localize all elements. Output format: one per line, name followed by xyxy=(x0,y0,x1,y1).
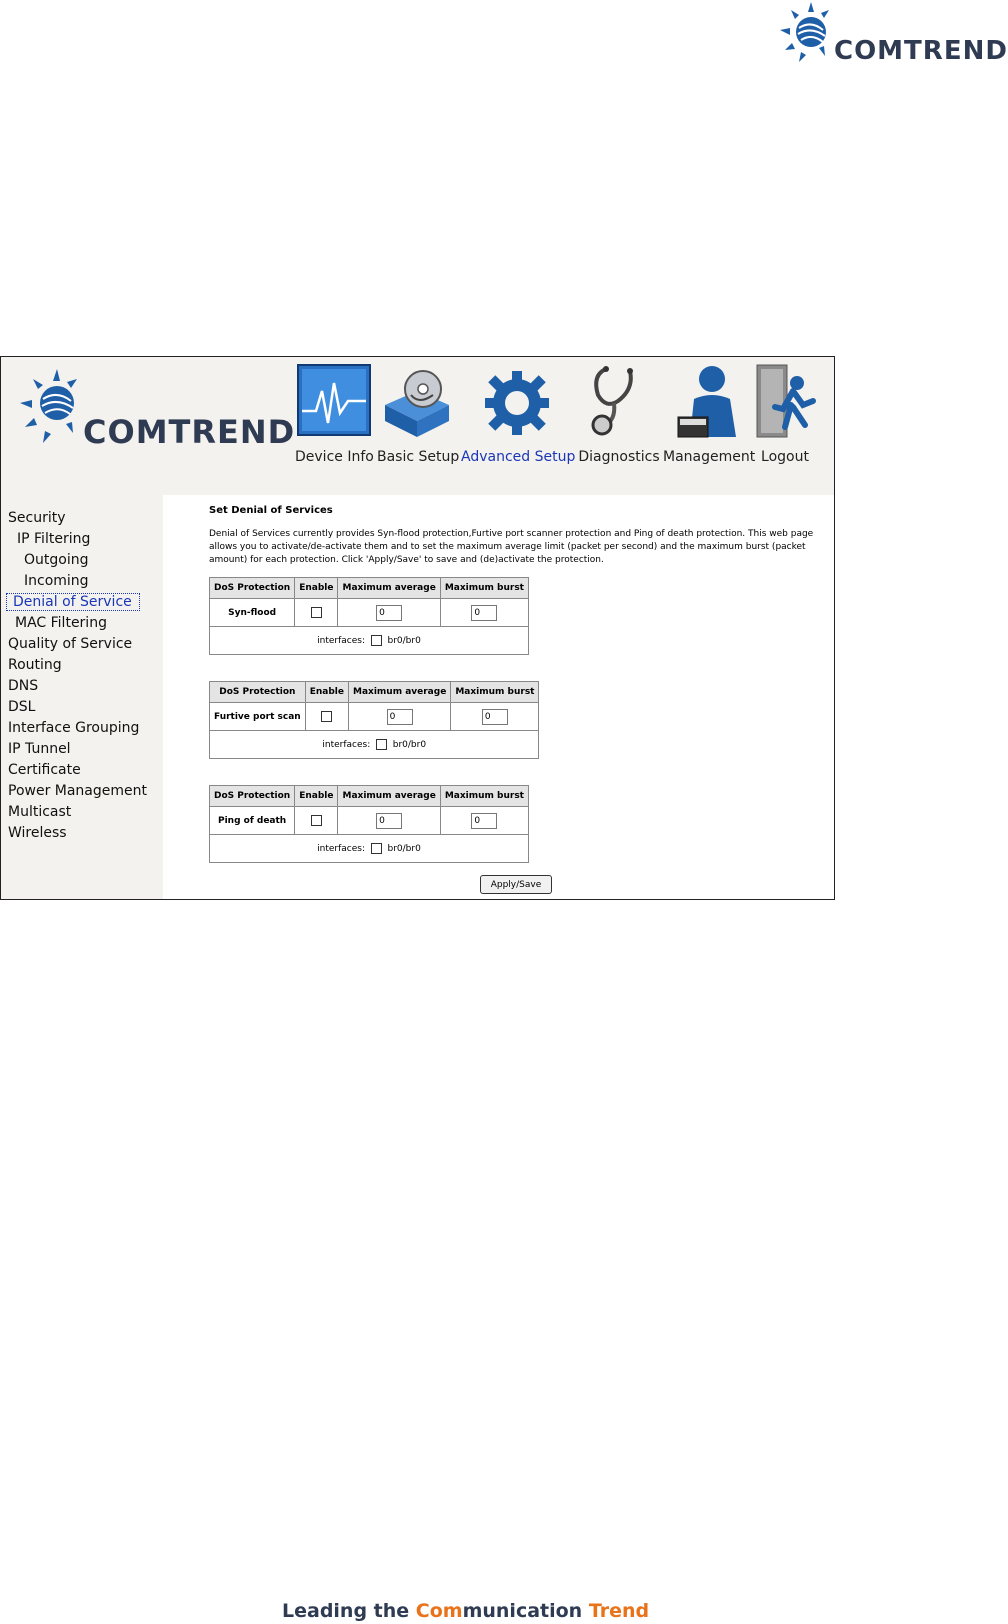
enable-checkbox[interactable] xyxy=(321,711,332,722)
device-info-icon xyxy=(296,365,372,437)
protection-name: Ping of death xyxy=(210,807,295,835)
table-header-row xyxy=(210,682,539,703)
header-protection: DoS Protection xyxy=(210,578,295,599)
table-header-row xyxy=(210,786,529,807)
sidebar-item-wireless[interactable]: Wireless xyxy=(8,825,67,841)
header-max-burst: Maximum burst xyxy=(440,578,528,599)
table-header-row xyxy=(210,578,529,599)
interfaces-label: interfaces: xyxy=(317,636,366,646)
sidebar-item-routing[interactable]: Routing xyxy=(8,657,62,673)
header-max-average: Maximum average xyxy=(338,578,440,599)
interfaces-label: interfaces: xyxy=(322,740,371,750)
router-logo-burst-icon xyxy=(17,361,83,449)
nav-basic-setup[interactable] xyxy=(377,357,460,465)
sidebar-item-interface-grouping[interactable]: Interface Grouping xyxy=(8,720,140,736)
nav-management[interactable] xyxy=(663,357,756,465)
interfaces-label: interfaces: xyxy=(317,844,366,854)
brand-name: COMTREND xyxy=(834,36,1008,66)
nav-label: Logout xyxy=(761,449,809,465)
sidebar-item-certificate[interactable]: Certificate xyxy=(8,762,81,778)
comtrend-logo xyxy=(777,0,1008,70)
advanced-setup-icon xyxy=(477,365,557,437)
sidebar-item-incoming[interactable]: Incoming xyxy=(24,573,89,589)
interfaces-row xyxy=(210,627,529,655)
page-title: Set Denial of Services xyxy=(209,505,333,516)
protection-name: Syn-flood xyxy=(210,599,295,627)
diagnostics-icon xyxy=(584,365,654,437)
sidebar-item-multicast[interactable]: Multicast xyxy=(8,804,72,820)
max-burst-input[interactable] xyxy=(482,709,508,725)
interface-checkbox[interactable] xyxy=(371,843,382,854)
sidebar-menu xyxy=(1,495,163,899)
max-average-input[interactable] xyxy=(376,605,402,621)
footer-prefix: Leading the xyxy=(282,1600,416,1622)
router-header xyxy=(1,357,834,495)
interfaces-row xyxy=(210,835,529,863)
header-protection: DoS Protection xyxy=(210,682,306,703)
header-max-average: Maximum average xyxy=(338,786,440,807)
dos-table-syn-flood xyxy=(209,577,529,655)
nav-device-info[interactable] xyxy=(295,357,374,465)
interface-name: br0/br0 xyxy=(387,636,421,646)
sidebar-item-quality-of-service[interactable]: Quality of Service xyxy=(8,636,133,652)
page-description: Denial of Services currently provides Syn-flood protection,Furtive port scanner protection and Ping of death protection. This web page allows you to activate/de-activate them and to set the maximum average limit (packet per second) and the maximum burst (packet amount) for each protection. Click 'Apply/Save' to save and (de)activate the protection. xyxy=(209,529,814,565)
header-max-average: Maximum average xyxy=(348,682,450,703)
nav-label: Management xyxy=(663,449,756,465)
sidebar-item-security[interactable]: Security xyxy=(8,510,66,526)
header-max-burst: Maximum burst xyxy=(451,682,539,703)
table-row xyxy=(210,807,529,835)
header-enable: Enable xyxy=(295,786,338,807)
logout-icon xyxy=(753,365,817,437)
enable-checkbox[interactable] xyxy=(311,815,322,826)
enable-checkbox[interactable] xyxy=(311,607,322,618)
table-row xyxy=(210,599,529,627)
main-content xyxy=(163,495,834,899)
max-average-input[interactable] xyxy=(376,813,402,829)
interface-name: br0/br0 xyxy=(392,740,427,750)
apply-save-button[interactable]: Apply/Save xyxy=(480,875,552,894)
sidebar-item-ip-tunnel[interactable]: IP Tunnel xyxy=(8,741,71,757)
dos-table-furtive-port-scan xyxy=(209,681,539,759)
footer-highlight-trend: Trend xyxy=(588,1600,650,1622)
header-protection: DoS Protection xyxy=(210,786,295,807)
header-enable: Enable xyxy=(305,682,348,703)
sidebar-item-power-management[interactable]: Power Management xyxy=(8,783,148,799)
sidebar-item-mac-filtering[interactable]: MAC Filtering xyxy=(15,615,107,631)
comtrend-burst-icon xyxy=(777,0,837,64)
nav-label: Device Info xyxy=(295,449,374,465)
protection-name: Furtive port scan xyxy=(210,703,306,731)
max-average-input[interactable] xyxy=(387,709,413,725)
interfaces-row xyxy=(210,731,539,759)
footer-middle: munication xyxy=(462,1600,589,1622)
header-enable: Enable xyxy=(295,578,338,599)
max-burst-input[interactable] xyxy=(471,813,497,829)
nav-diagnostics[interactable] xyxy=(575,357,663,465)
nav-label: Basic Setup xyxy=(377,449,460,465)
interface-name: br0/br0 xyxy=(387,844,421,854)
management-icon xyxy=(670,365,746,437)
nav-label: Advanced Setup xyxy=(461,449,576,465)
interface-checkbox[interactable] xyxy=(376,739,387,750)
router-brand-name: COMTREND xyxy=(83,413,296,451)
header-max-burst: Maximum burst xyxy=(440,786,528,807)
nav-logout[interactable] xyxy=(753,357,817,465)
sidebar-item-outgoing[interactable]: Outgoing xyxy=(24,552,89,568)
table-row xyxy=(210,703,539,731)
dos-table-ping-of-death xyxy=(209,785,529,863)
sidebar-item-denial-of-service[interactable]: Denial of Service xyxy=(6,593,140,611)
nav-advanced-setup[interactable] xyxy=(461,357,576,465)
router-logo xyxy=(17,361,296,451)
nav-label: Diagnostics xyxy=(578,449,660,465)
sidebar-item-ip-filtering[interactable]: IP Filtering xyxy=(17,531,91,547)
router-ui-frame xyxy=(0,356,835,900)
interface-checkbox[interactable] xyxy=(371,635,382,646)
footer-tagline xyxy=(282,1600,649,1622)
sidebar-item-dsl[interactable]: DSL xyxy=(8,699,36,715)
basic-setup-icon xyxy=(379,365,455,437)
footer-highlight-com: Com xyxy=(415,1600,463,1622)
max-burst-input[interactable] xyxy=(471,605,497,621)
sidebar-item-dns[interactable]: DNS xyxy=(8,678,39,694)
